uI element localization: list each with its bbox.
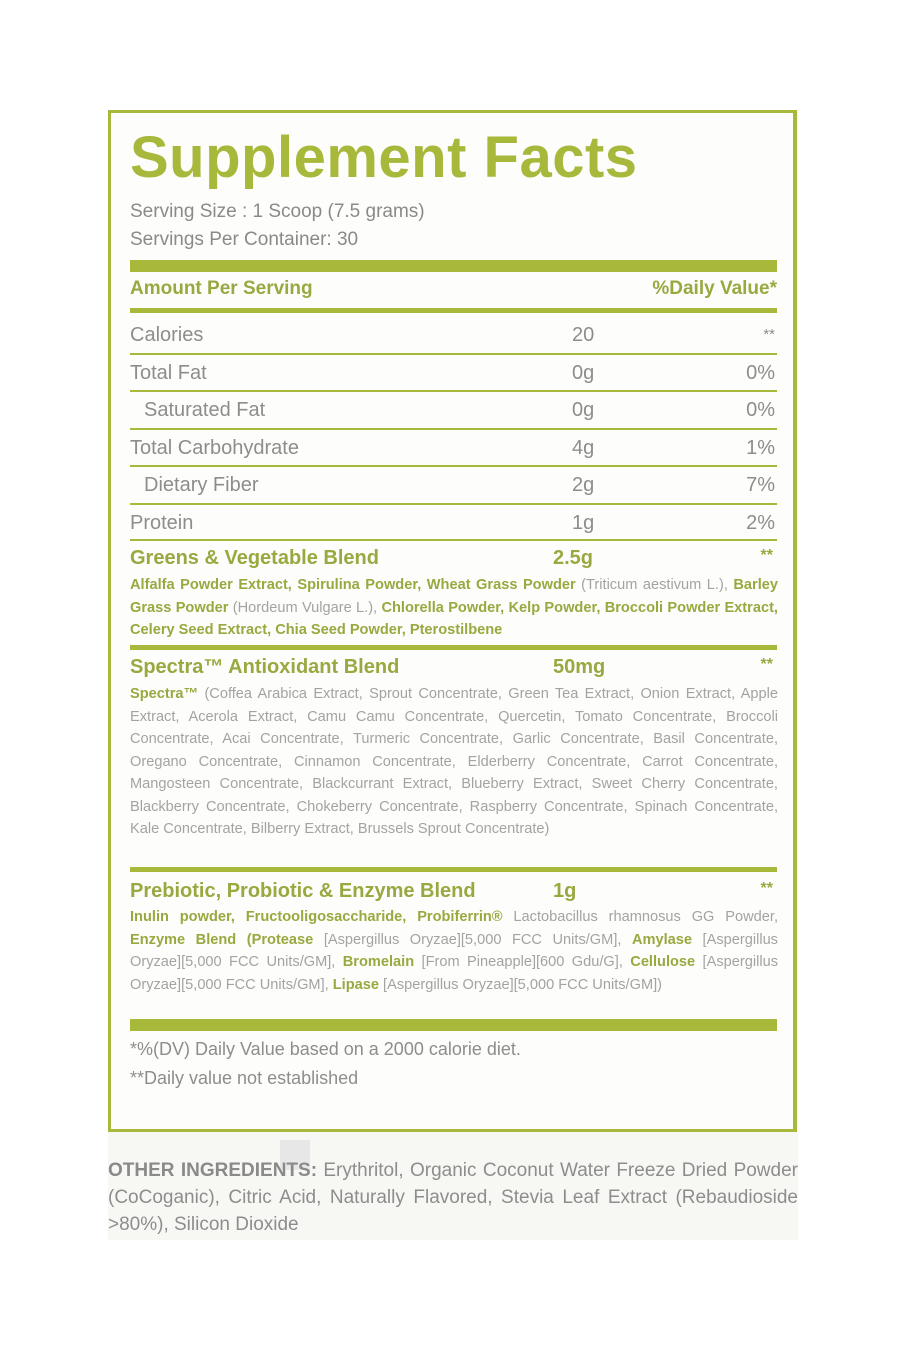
serving-size: Serving Size : 1 Scoop (7.5 grams) xyxy=(130,201,425,222)
blend-amount: 50mg xyxy=(553,656,606,678)
divider-medium xyxy=(130,308,777,313)
blend-amount: 1g xyxy=(553,880,577,902)
nutrient-amount: 20 xyxy=(572,324,595,346)
nutrient-row xyxy=(130,466,777,503)
nutrient-name: Calories xyxy=(130,324,204,346)
ingredient-segment: [Aspergillus Oryzae][5,000 FCC Units/GM], xyxy=(130,931,778,970)
nutrient-row xyxy=(130,504,777,541)
other-ingredients xyxy=(108,1157,798,1238)
nutrient-dv: ** xyxy=(763,326,775,343)
ingredient-segment: (Coffea Arabica Extract, Sprout Concentrate, Green Tea Extract, Onion Extract, Apple Extract, Acerola Extract, Camu Camu Concentrate, Quercetin, Tomato Concentrate, Broccoli Concentrate, Acai Concentrate, Turmeric Concentrate, Garlic Concentrate, Basil Concentrate, Oregano Concentrate, Cinnamon Concentrate, Elderberry Concentrate, Carrot Concentrate, Mangosteen Concentrate, Blackcurrant Extract, Blueberry Extract, Sweet Cherry Concentrate, Blackberry Concentrate, Chokeberry Concentrate, Raspberry Concentrate, Spinach Concentrate, Kale Concentrate, Bilberry Extract, Brussels Sprout Concentrate) xyxy=(130,686,778,837)
ingredient-segment: Spectra™ xyxy=(130,686,199,702)
divider-medium xyxy=(130,645,777,650)
nutrient-row xyxy=(130,391,777,428)
nutrient-name: Protein xyxy=(130,511,194,534)
blend-amount: 2.5g xyxy=(553,547,594,569)
nutrient-dv: 7% xyxy=(746,474,775,496)
ingredient-segment: Amylase xyxy=(631,931,693,948)
nutrient-amount: 0g xyxy=(572,361,595,384)
ingredient-segment: [Aspergillus Oryzae][5,000 FCC Units/GM]) xyxy=(378,976,663,993)
nutrient-name: Total Carbohydrate xyxy=(130,436,299,459)
divider-thin xyxy=(130,539,777,541)
footnote-not-established: **Daily value not established xyxy=(130,1068,359,1088)
blend-ingredients-spectra xyxy=(130,683,778,841)
servings-per-container: Servings Per Container: 30 xyxy=(130,229,359,250)
nutrient-row xyxy=(130,354,777,391)
nutrient-name: Saturated Fat xyxy=(144,399,266,421)
other-ingredients-text: Erythritol, Organic Coconut Water Freeze Dried Powder (CoCoganic), Citric Acid, Naturally Flavored, Stevia Leaf Extract (Rebaudioside >80%), Silicon Dioxide xyxy=(108,1160,798,1235)
blend-name: Spectra™ Antioxidant Blend xyxy=(130,656,400,678)
blend-header-prebiotic xyxy=(130,880,777,903)
amount-header-row xyxy=(130,278,777,300)
amount-per-serving-label: Amount Per Serving xyxy=(130,278,313,299)
ingredient-segment: (Triticum aestivum L.), xyxy=(575,577,734,593)
blend-dv: ** xyxy=(760,880,773,897)
ingredient-segment: [Aspergillus Oryzae][5,000 FCC Units/GM], xyxy=(130,954,778,993)
ingredient-segment: Alfalfa Powder Extract, Spirulina Powder, Wheat Grass Powder xyxy=(130,577,576,593)
blend-header-spectra xyxy=(130,656,777,679)
nutrient-dv: 1% xyxy=(746,436,775,459)
divider-medium xyxy=(130,867,777,872)
ingredient-segment: Cellulose xyxy=(630,954,696,970)
ingredient-segment: Lipase xyxy=(332,976,379,993)
blend-dv: ** xyxy=(760,547,773,564)
ingredient-segment: Chlorella Powder, Kelp Powder, Broccoli Powder Extract, Celery Seed Extract, Chia Seed Powder, Pterostilbene xyxy=(130,599,778,638)
nutrient-dv: 0% xyxy=(746,361,775,384)
ingredient-segment: [From Pineapple][600 Gdu/G], xyxy=(414,954,631,970)
ingredient-segment: Enzyme Blend (Protease xyxy=(130,931,314,948)
nutrient-dv: 2% xyxy=(746,511,775,534)
nutrient-row xyxy=(130,429,777,466)
nutrient-amount: 4g xyxy=(572,436,595,459)
ingredient-segment: (Hordeum Vulgare L.), xyxy=(228,599,382,616)
nutrient-name: Total Fat xyxy=(130,361,207,384)
blend-ingredients-prebiotic xyxy=(130,906,778,996)
footnote-daily-value: *%(DV) Daily Value based on a 2000 calorie diet. xyxy=(130,1039,521,1059)
ingredient-segment: Barley Grass Powder xyxy=(130,577,779,616)
nutrient-dv: 0% xyxy=(746,399,775,421)
blend-name: Prebiotic, Probiotic & Enzyme Blend xyxy=(130,880,476,902)
blend-dv: ** xyxy=(760,656,773,673)
divider-thick xyxy=(130,260,777,272)
ingredient-segment: Inulin powder, Fructooligosaccharide, Probiferrin® xyxy=(130,909,503,925)
divider-thick xyxy=(130,1019,777,1031)
daily-value-label: %Daily Value* xyxy=(652,278,777,299)
blend-name: Greens & Vegetable Blend xyxy=(130,547,379,569)
nutrient-row xyxy=(130,316,777,353)
nutrient-amount: 2g xyxy=(572,474,595,496)
ingredient-segment: [Aspergillus Oryzae][5,000 FCC Units/GM], xyxy=(313,931,632,948)
nutrient-amount: 1g xyxy=(572,511,595,534)
blend-header-greens xyxy=(130,547,777,570)
nutrient-amount: 0g xyxy=(572,399,595,421)
ingredient-segment: Lactobacillus rhamnosus GG Powder, xyxy=(502,909,779,925)
nutrient-name: Dietary Fiber xyxy=(144,474,259,496)
blend-ingredients-greens xyxy=(130,574,778,642)
supplement-facts-title: Supplement Facts xyxy=(130,125,638,190)
other-ingredients-label: OTHER INGREDIENTS: xyxy=(108,1160,318,1181)
ingredient-segment: Bromelain xyxy=(342,954,415,970)
